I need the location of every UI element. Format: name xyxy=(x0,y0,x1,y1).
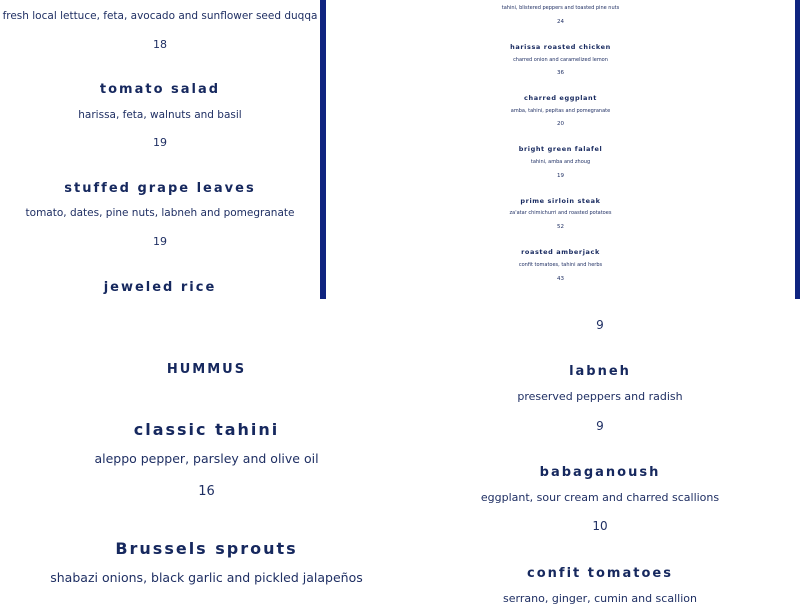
item-price: 18 xyxy=(153,38,167,51)
menu-panel-left xyxy=(0,0,320,299)
item-price: 43 xyxy=(557,276,564,282)
item-description: fresh local lettuce, feta, avocado and sunflower seed duqqa xyxy=(2,10,318,22)
item-price: 9 xyxy=(596,318,604,332)
item-price: 10 xyxy=(592,519,608,533)
item-description: confit tomatoes, tahini and herbs xyxy=(518,262,603,268)
item-price: 24 xyxy=(557,19,564,25)
item-name: bright green falafel xyxy=(518,145,603,153)
item-name: Brussels sprouts xyxy=(115,539,298,558)
item-price: 36 xyxy=(557,70,564,76)
clipped-text-line xyxy=(462,296,742,301)
item-name: harissa roasted chicken xyxy=(510,43,611,51)
item-name: confit tomatoes xyxy=(527,566,673,581)
item-name: labneh xyxy=(569,364,631,379)
item-description: eggplant, sour cream and charred scallions xyxy=(480,491,720,504)
panel-edge-bar xyxy=(795,0,800,299)
item-description: tahini, amba and zhoug xyxy=(530,159,591,165)
item-description: preserved peppers and radish xyxy=(517,390,683,403)
menu-panel-right xyxy=(326,0,795,299)
item-name: jeweled rice xyxy=(103,280,217,295)
item-price: 9 xyxy=(596,419,604,433)
item-price: 52 xyxy=(557,224,564,230)
item-price: 16 xyxy=(198,484,215,499)
item-description: charred onion and caramelized lemon xyxy=(513,57,608,63)
item-description: harissa, feta, walnuts and basil xyxy=(78,109,242,121)
item-description: tahini, blistered peppers and toasted pine nuts xyxy=(501,5,620,11)
item-price: 19 xyxy=(153,235,167,248)
item-name: stuffed grape leaves xyxy=(64,181,256,196)
section-title: HUMMUS xyxy=(166,362,247,377)
item-description: aleppo pepper, parsley and olive oil xyxy=(94,451,319,466)
item-name: charred eggplant xyxy=(524,94,597,102)
item-price: 19 xyxy=(557,173,564,179)
item-description: shabazi onions, black garlic and pickled jalapeños xyxy=(50,570,363,585)
item-description: serrano, ginger, cumin and scallion xyxy=(503,592,697,605)
item-description: tomato, dates, pine nuts, labneh and pomegranate xyxy=(25,207,295,219)
item-price: 20 xyxy=(557,121,564,127)
item-price: 19 xyxy=(153,136,167,149)
item-name: babaganoush xyxy=(539,465,661,480)
item-name: tomato salad xyxy=(99,82,221,97)
item-description: amba, tahini, pepitas and pomegranate xyxy=(510,108,611,114)
item-name: roasted amberjack xyxy=(521,248,600,256)
item-description: za'atar chimichurri and roasted potatoes xyxy=(509,210,612,216)
item-name: classic tahini xyxy=(133,420,280,439)
item-name: prime sirloin steak xyxy=(520,197,601,205)
